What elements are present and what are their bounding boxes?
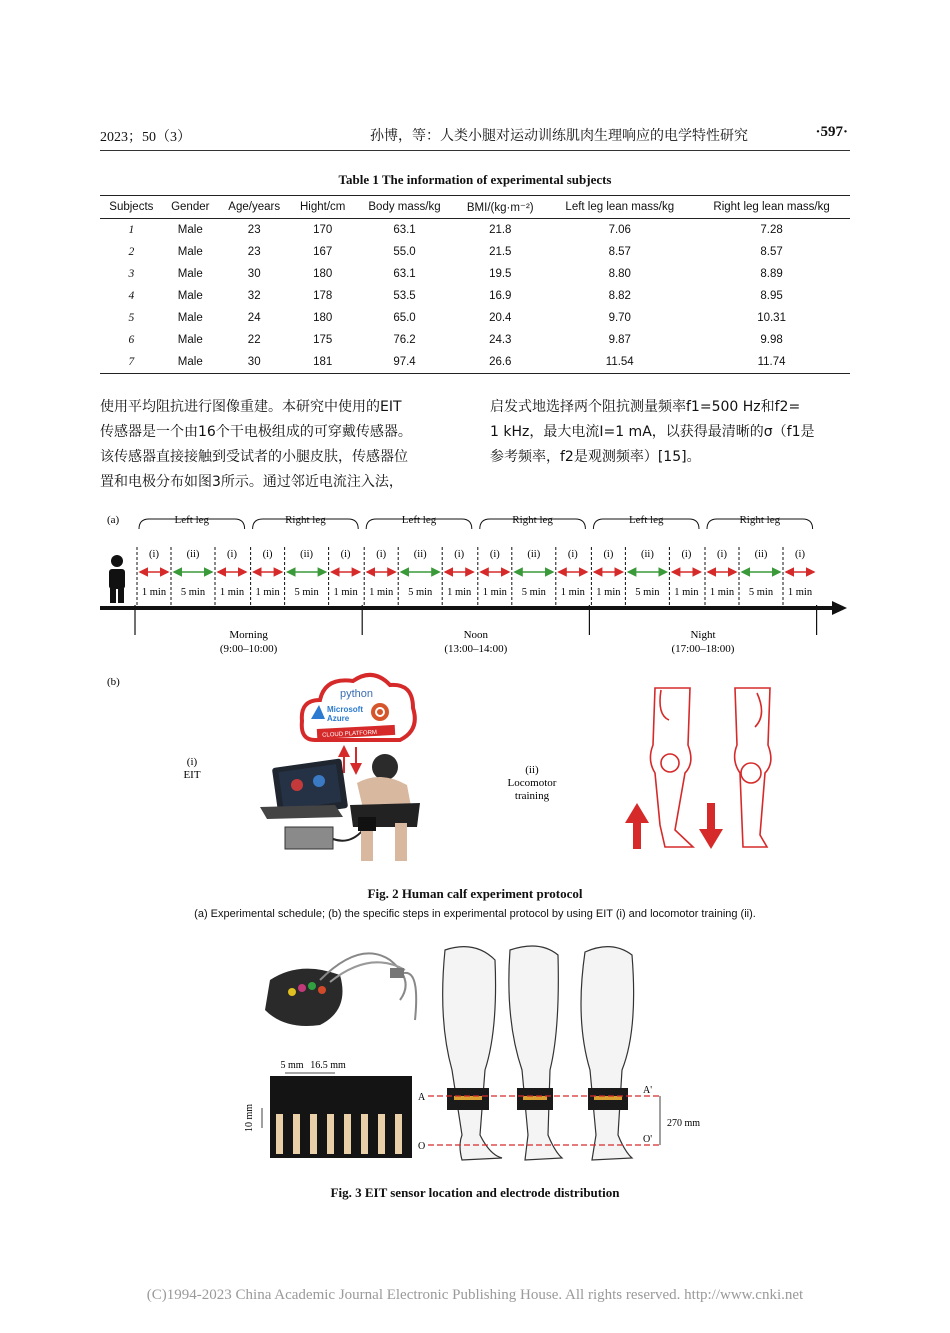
table-cell: 170 <box>313 224 333 236</box>
col-header: Gender <box>163 196 218 219</box>
text-line: 1 kHz，最大电流I=1 mA，以获得最清晰的σ（f1是 <box>490 424 815 440</box>
table-row <box>100 219 850 242</box>
table-cell: 8.89 <box>760 268 783 280</box>
table-cell: 24 <box>247 312 261 324</box>
table-cell: 30 <box>247 268 261 280</box>
duration-label: 5 min <box>408 587 433 598</box>
table-cell: 24.3 <box>489 334 512 346</box>
leg-front-view <box>443 947 502 1160</box>
step-label: (i) <box>340 549 351 560</box>
step-label: (ii) <box>413 549 427 560</box>
electrode <box>293 1114 300 1154</box>
sensor-band-back <box>588 1088 628 1110</box>
step-label: (i) <box>376 549 387 560</box>
eit-label-2: EIT <box>183 769 201 781</box>
table-cell: 175 <box>313 334 333 346</box>
duration-label: 1 min <box>482 587 507 598</box>
table-row <box>100 263 850 285</box>
microsoft-text: Microsoft <box>327 705 363 714</box>
table-cell: 32 <box>247 290 261 302</box>
duration-label: 1 min <box>255 587 280 598</box>
dim-16-5mm: 16.5 mm <box>310 1060 346 1071</box>
session-name: Night <box>690 629 716 641</box>
duration-label: 1 min <box>674 587 699 598</box>
eit-hardware-box <box>285 827 333 849</box>
electrode <box>378 1114 385 1154</box>
table-row <box>100 307 850 329</box>
table-cell: 26.6 <box>454 351 546 374</box>
session-name: Morning <box>229 629 268 641</box>
eit-label-1: (i) <box>186 756 198 768</box>
text-line: 使用平均阻抗进行图像重建。本研究中使用的EIT <box>100 399 402 415</box>
table-cell: Male <box>177 246 203 258</box>
text-line: 传感器是一个由16个干电极组成的可穿戴传感器。 <box>100 424 412 440</box>
duration-label: 1 min <box>447 587 472 598</box>
table-cell: 22 <box>247 334 261 346</box>
electrode <box>310 1114 317 1154</box>
label-A-prime: A' <box>643 1085 653 1096</box>
table-cell: 76.2 <box>393 334 416 346</box>
schedule-timeline <box>135 514 817 655</box>
fig3-caption: Fig. 3 EIT sensor location and electrode distribution <box>330 1185 620 1200</box>
step-label: (i) <box>795 549 805 560</box>
person-icon <box>109 555 125 603</box>
table-cell: 5 <box>128 312 135 324</box>
table-cell: 8.80 <box>608 268 631 280</box>
table-cell: 53.5 <box>393 290 416 302</box>
distance-label: 270 mm <box>667 1118 701 1129</box>
duration-label: 1 min <box>219 587 245 598</box>
step-label: (ii) <box>754 549 768 560</box>
body-text-right <box>490 395 850 470</box>
duration-label: 5 min <box>294 587 319 598</box>
step-label: (ii) <box>527 549 541 560</box>
azure-text: Azure <box>327 714 350 723</box>
journal-issue: 2023；50（3） <box>100 130 191 145</box>
panel-a-label: (a) <box>107 514 120 526</box>
table-cell: 21.5 <box>489 246 512 258</box>
table-cell: 180 <box>313 312 333 324</box>
table-header-row <box>100 196 850 219</box>
table-cell: 97.4 <box>355 351 454 374</box>
table-cell: Male <box>177 224 203 236</box>
leg-raise-illustration <box>650 688 693 847</box>
text-line: 该传感器直接接触到受试者的小腿皮肤，传感器位 <box>100 449 408 465</box>
table-cell: 20.4 <box>489 312 512 324</box>
dim-5mm: 5 mm <box>280 1060 304 1071</box>
table-cell: Male <box>177 312 203 324</box>
table-cell: 4 <box>128 290 135 302</box>
col-header: Subjects <box>100 196 163 219</box>
leg-label: Right leg <box>512 514 553 526</box>
session-time: (17:00–18:00) <box>671 643 735 655</box>
table-row <box>100 351 850 374</box>
duration-label: 5 min <box>635 587 660 598</box>
python-logo-text: python <box>340 688 374 700</box>
session-time: (9:00–10:00) <box>219 643 278 655</box>
electrode-strip-photo <box>270 1076 412 1158</box>
table-cell: 180 <box>313 268 333 280</box>
col-header: BMI/(kg·m⁻²) <box>454 196 546 219</box>
table-cell: Male <box>177 290 203 302</box>
text-line: 置和电极分布如图3所示。通过邻近电流注入法， <box>100 474 403 490</box>
sensor-band-front <box>447 1088 489 1110</box>
fig2-subcaption: (a) Experimental schedule; (b) the specific steps in experimental protocol by using EIT (i) and locomotor training (ii). <box>194 908 756 920</box>
table-cell: 167 <box>313 246 333 258</box>
step-label: (ii) <box>640 549 654 560</box>
step-label: (i) <box>603 549 614 560</box>
label-O: O <box>418 1141 426 1152</box>
loco-label-3: training <box>514 790 550 802</box>
cloud-platform-logo <box>302 675 415 740</box>
article-running-title: 孙博，等：人类小腿对运动训练肌肉生理响应的电学特性研究 <box>370 128 748 144</box>
duration-label: 5 min <box>748 587 774 598</box>
table-cell: 21.8 <box>489 224 512 236</box>
table-cell: 65.0 <box>393 312 416 324</box>
table-cell: 9.87 <box>608 334 631 346</box>
step-label: (i) <box>149 549 159 560</box>
step-label: (i) <box>717 549 727 560</box>
leg-label: Left leg <box>401 514 437 526</box>
loco-label-2: Locomotor <box>507 777 557 789</box>
panel-b-label: (b) <box>107 676 120 688</box>
table-cell: 181 <box>291 351 355 374</box>
wearable-sensor-photo <box>265 953 416 1026</box>
leg-label: Left leg <box>174 514 210 526</box>
loco-label-1: (ii) <box>525 764 539 776</box>
table-cell: 2 <box>128 246 135 258</box>
figure-3 <box>240 940 720 1180</box>
duration-label: 1 min <box>369 587 394 598</box>
col-header: Hight/cm <box>291 196 355 219</box>
up-arrow-icon <box>625 803 649 849</box>
table-cell: 11.74 <box>693 351 850 374</box>
running-header <box>100 124 850 151</box>
subjects-table <box>100 195 850 374</box>
table-cell: 23 <box>247 224 261 236</box>
table-cell: 9.98 <box>760 334 783 346</box>
table-cell: 6 <box>128 334 135 346</box>
table-cell: 55.0 <box>393 246 416 258</box>
table-cell: 3 <box>128 268 135 280</box>
page-number: ·597· <box>815 124 848 140</box>
dim-10mm: 10 mm <box>244 1103 255 1133</box>
table1-caption: Table 1 The information of experimental subjects <box>338 172 612 187</box>
duration-label: 1 min <box>709 587 735 598</box>
table-cell: 8.57 <box>608 246 631 258</box>
leg-label: Right leg <box>739 514 781 526</box>
table-cell: 8.95 <box>760 290 783 302</box>
session-time: (13:00–14:00) <box>444 643 508 655</box>
col-header: Body mass/kg <box>355 196 454 219</box>
text-line: 参考频率，f2是观测频率）[15]。 <box>490 449 701 465</box>
label-O-prime: O' <box>643 1134 653 1145</box>
col-header: Age/years <box>218 196 291 219</box>
tablet-device-icon <box>260 758 348 819</box>
table-cell: Male <box>177 268 203 280</box>
seated-subject-illustration <box>350 754 420 861</box>
body-text-left <box>100 395 458 495</box>
table-cell: 8.57 <box>760 246 783 258</box>
leg-back-view <box>581 947 634 1160</box>
electrode <box>395 1114 402 1154</box>
step-label: (i) <box>567 549 578 560</box>
table-cell: 9.70 <box>608 312 631 324</box>
timeline-arrowhead <box>832 601 847 615</box>
step-label: (ii) <box>186 549 200 560</box>
table-cell: 178 <box>313 290 333 302</box>
electrode <box>327 1114 334 1154</box>
col-header: Right leg lean mass/kg <box>693 196 850 219</box>
fig2-caption: Fig. 2 Human calf experiment protocol <box>367 886 583 901</box>
copyright-footer: (C)1994-2023 China Academic Journal Electronic Publishing House. All rights reserved. http://www.cnki.net <box>146 1287 804 1303</box>
table-cell: 63.1 <box>393 224 416 236</box>
duration-label: 1 min <box>596 587 621 598</box>
step-label: (ii) <box>300 549 314 560</box>
text-line: 启发式地选择两个阻抗测量频率f1=500 Hz和f2= <box>490 399 801 415</box>
duration-label: 5 min <box>180 587 206 598</box>
table-cell: 1 <box>128 224 135 236</box>
duration-label: 1 min <box>333 587 358 598</box>
table-cell: 7.06 <box>608 224 631 236</box>
step-label: (i) <box>227 549 237 560</box>
down-arrow-icon <box>699 803 723 849</box>
leg-side-view <box>509 946 562 1160</box>
cable <box>333 830 363 841</box>
sensor-band-side <box>517 1088 553 1110</box>
table-cell: 10.31 <box>757 312 786 324</box>
duration-label: 1 min <box>787 587 813 598</box>
step-label: (i) <box>681 549 692 560</box>
leg-label: Right leg <box>285 514 326 526</box>
duration-label: 5 min <box>521 587 546 598</box>
electrode <box>344 1114 351 1154</box>
step-label: (i) <box>454 549 465 560</box>
duration-label: 1 min <box>560 587 585 598</box>
electrode <box>361 1114 368 1154</box>
table-cell: 16.9 <box>489 290 512 302</box>
figure-2 <box>95 505 855 875</box>
col-header: Left leg lean mass/kg <box>546 196 693 219</box>
step-label: (i) <box>489 549 500 560</box>
table-cell: 63.1 <box>393 268 416 280</box>
table-cell: 30 <box>218 351 291 374</box>
label-A: A <box>418 1092 426 1103</box>
table-cell: 23 <box>247 246 261 258</box>
ubuntu-icon <box>371 703 389 721</box>
duration-label: 1 min <box>141 587 167 598</box>
table-cell: 19.5 <box>489 268 512 280</box>
table-row <box>100 241 850 263</box>
table-cell: 7 <box>100 351 163 374</box>
leg-lower-illustration <box>735 688 771 847</box>
table-cell: Male <box>163 351 218 374</box>
table-cell: 8.82 <box>608 290 631 302</box>
leg-label: Left leg <box>628 514 664 526</box>
cloud-banner-text: CLOUD PLATFORM <box>321 729 378 739</box>
electrode <box>276 1114 283 1154</box>
table-row <box>100 285 850 307</box>
table-row <box>100 329 850 351</box>
table-cell: 11.54 <box>546 351 693 374</box>
table-cell: Male <box>177 334 203 346</box>
session-name: Noon <box>463 629 489 641</box>
step-label: (i) <box>262 549 273 560</box>
table-cell: 7.28 <box>760 224 783 236</box>
